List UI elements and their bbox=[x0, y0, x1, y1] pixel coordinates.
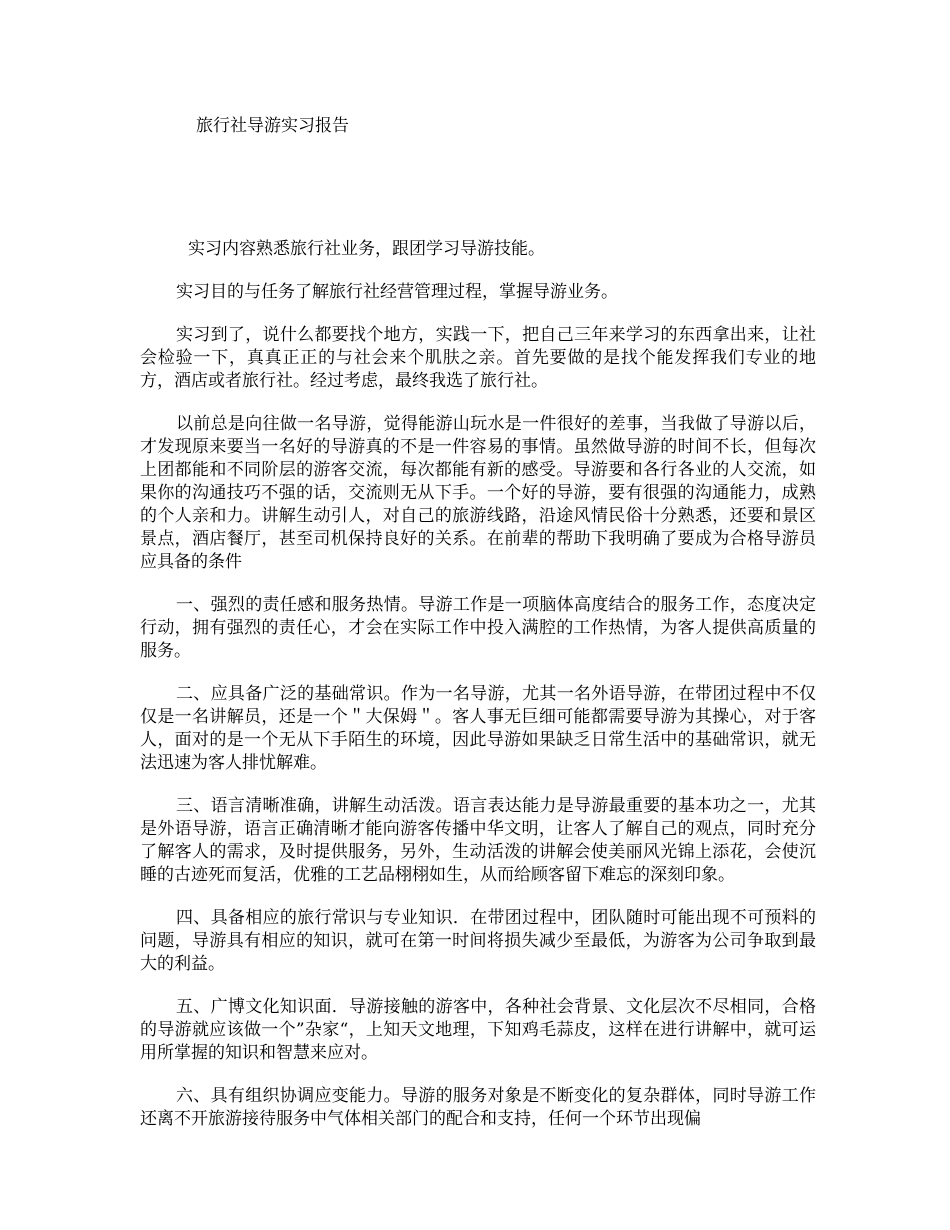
paragraph-coordination: 六、具有组织协调应变能力。导游的服务对象是不断变化的复杂群体，同时导游工作还离不开旅游接待服务中气体相关部门的配合和支持，任何一个环节出现偏 bbox=[140, 1086, 816, 1129]
document-title: 旅行社导游实习报告 bbox=[196, 116, 349, 136]
paragraph-internship-purpose: 实习目的与任务了解旅行社经营管理过程，掌握导游业务。 bbox=[176, 282, 618, 302]
paragraph-internship-content: 实习内容熟悉旅行社业务，跟团学习导游技能。 bbox=[188, 239, 545, 259]
document-body bbox=[140, 238, 816, 1151]
paragraph-cultural-knowledge: 五、广博文化知识面．导游接触的游客中，各种社会背景、文化层次不尽相同，合格的导游就应该做一个”杂家“，上知天文地理，下知鸡毛蒜皮，这样在进行讲解中，就可运用所掌握的知识和智慧来应对。 bbox=[140, 997, 816, 1063]
paragraph-travel-knowledge: 四、具备相应的旅行常识与专业知识．在带团过程中，团队随时可能出现不可预料的问题，导游具有相应的知识，就可在第一时间将损失减少至最低，为游客为公司争取到最大的利益。 bbox=[140, 908, 816, 974]
paragraph-language-skills: 三、语言清晰准确，讲解生动活泼。语言表达能力是导游最重要的基本功之一，尤其是外语导游，语言正确清晰才能向游客传播中华文明，让客人了解自己的观点，同时充分了解客人的需求，及时提供服务，另外，生动活泼的讲解会使美丽风光锦上添花，会使沉睡的古迹死而复活，优雅的工艺品栩栩如生，从而给顾客留下难忘的深刻印象。 bbox=[140, 796, 816, 885]
paragraph-basic-knowledge: 二、应具备广泛的基础常识。作为一名导游，尤其一名外语导游，在带团过程中不仅仅是一名讲解员，还是一个＂大保姆＂。客人事无巨细可能都需要导游为其操心，对于客人，面对的是一个无从下手陌生的环境，因此导游如果缺乏日常生活中的基础常识，就无法迅速为客人排忧解难。 bbox=[140, 684, 816, 773]
paragraph-guide-experience: 以前总是向往做一名导游，觉得能游山玩水是一件很好的差事，当我做了导游以后，才发现原来要当一名好的导游真的不是一件容易的事情。虽然做导游的时间不长，但每次上团都能和不同阶层的游客交流，每次都能有新的感受。导游要和各行各业的人交流，如果你的沟通技巧不强的话，交流则无从下手。一个好的导游，要有很强的沟通能力，成熟的个人亲和力。讲解生动引人，对自己的旅游线路，沿途风情民俗十分熟悉，还要和景区景点，酒店餐厅，甚至司机保持良好的关系。在前辈的帮助下我明确了要成为合格导游员应具备的条件 bbox=[140, 414, 816, 572]
paragraph-responsibility: 一、强烈的责任感和服务热情。导游工作是一项脑体高度结合的服务工作，态度决定行动，拥有强烈的责任心，才会在实际工作中投入满腔的工作热情，为客人提供高质量的服务。 bbox=[140, 595, 816, 661]
paragraph-internship-start: 实习到了，说什么都要找个地方，实践一下，把自己三年来学习的东西拿出来，让社会检验一下，真真正正的与社会来个肌肤之亲。首先要做的是找个能发挥我们专业的地方，酒店或者旅行社。经过考虑，最终我选了旅行社。 bbox=[140, 325, 816, 391]
